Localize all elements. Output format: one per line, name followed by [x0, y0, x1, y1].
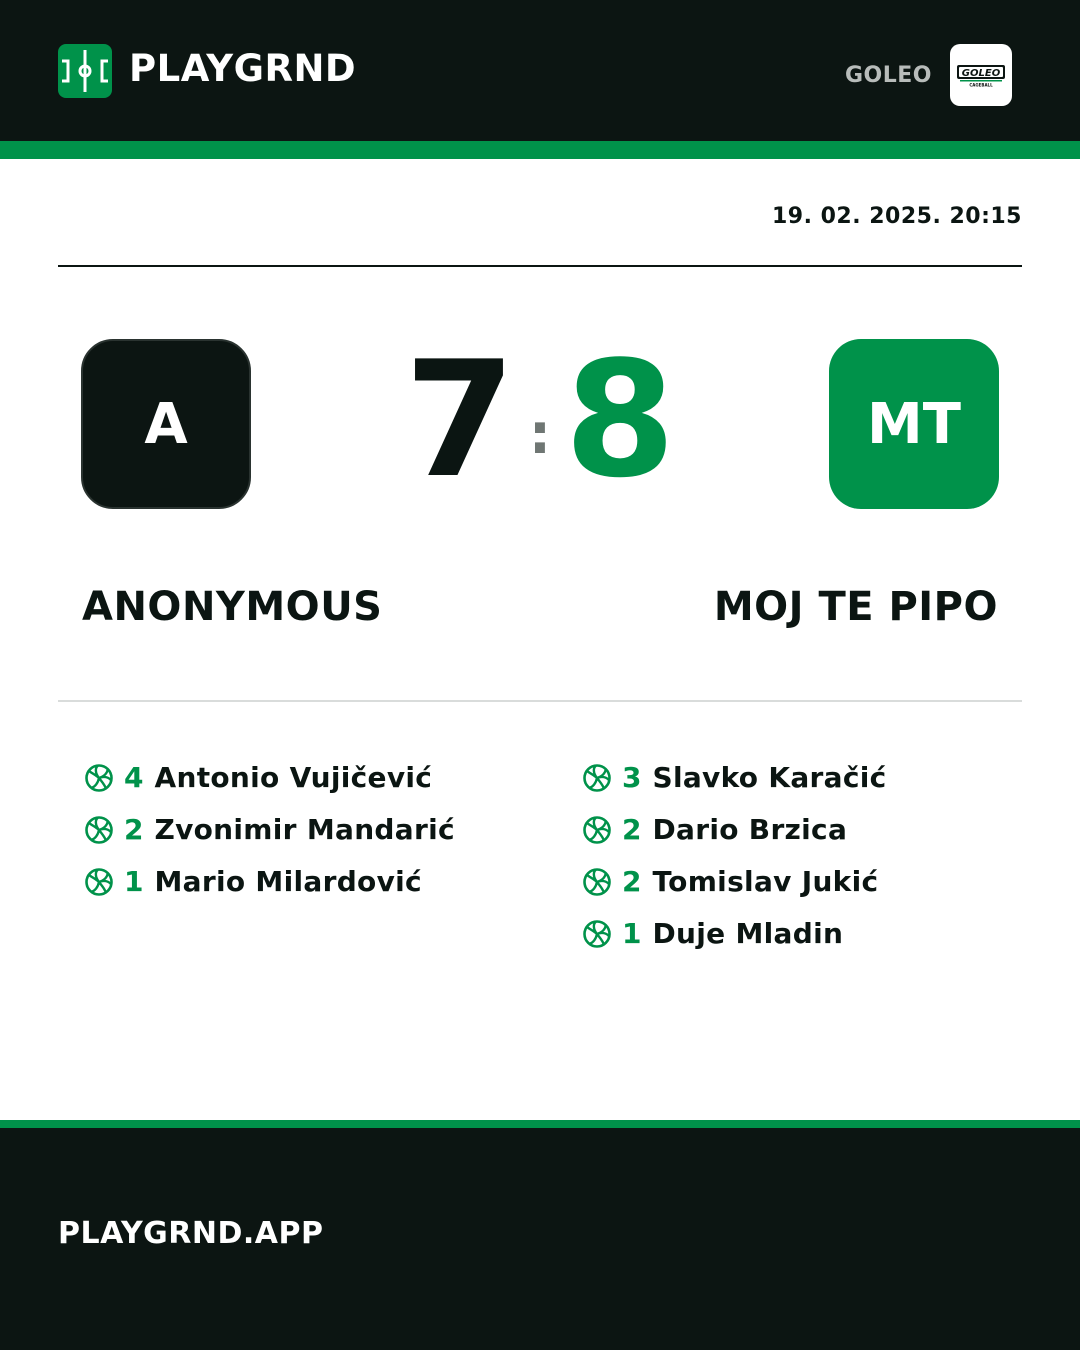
- home-score: 7: [404, 326, 516, 513]
- ball-icon: [84, 763, 114, 793]
- away-team-name: MOJ TE PIPO: [713, 584, 998, 630]
- match-datetime: 19. 02. 2025. 20:15: [771, 204, 1022, 229]
- divider: [58, 700, 1022, 702]
- away-scorers-list: [582, 752, 887, 960]
- scorer-item: [582, 804, 887, 856]
- scorer-item: [582, 908, 887, 960]
- scorer-item: [84, 804, 455, 856]
- ball-icon: [582, 867, 612, 897]
- svg-text:GOLEO: GOLEO: [961, 68, 1001, 79]
- scorer-goals: 2: [622, 813, 642, 846]
- ball-icon: [582, 763, 612, 793]
- score-separator: :: [528, 402, 552, 467]
- ball-icon: [582, 919, 612, 949]
- partner-logo: [950, 44, 1012, 106]
- scorer-goals: 2: [622, 865, 642, 898]
- away-score: 8: [564, 326, 676, 513]
- home-scorers-list: [84, 752, 455, 908]
- scorer-name: Zvonimir Mandarić: [154, 813, 455, 846]
- ball-icon: [84, 867, 114, 897]
- scorer-item: [582, 856, 887, 908]
- ball-icon: [582, 815, 612, 845]
- partner-name: GOLEO: [844, 63, 932, 88]
- goleo-logo-icon: [956, 62, 1006, 88]
- ball-icon: [84, 815, 114, 845]
- scorer-goals: 4: [124, 761, 144, 794]
- scorer-item: [582, 752, 887, 804]
- scorer-goals: 3: [622, 761, 642, 794]
- scorer-name: Tomislav Jukić: [652, 865, 879, 898]
- header-bar: [0, 0, 1080, 141]
- scorer-goals: 1: [622, 917, 642, 950]
- scorer-goals: 2: [124, 813, 144, 846]
- svg-text:CAGEBALL: CAGEBALL: [969, 82, 993, 88]
- home-team-name: ANONYMOUS: [82, 584, 383, 630]
- scorer-item: [84, 856, 455, 908]
- scorer-name: Dario Brzica: [652, 813, 848, 846]
- away-team-badge: MT: [829, 339, 999, 509]
- scorer-item: [84, 752, 455, 804]
- brand-name: PLAYGRND: [129, 47, 357, 90]
- scorer-goals: 1: [124, 865, 144, 898]
- header-stripe: [0, 141, 1080, 159]
- scorer-name: Slavko Karačić: [652, 761, 887, 794]
- home-team-badge: A: [81, 339, 251, 509]
- divider: [58, 265, 1022, 267]
- scorer-name: Mario Milardović: [154, 865, 422, 898]
- pitch-icon: [58, 44, 112, 98]
- footer-stripe: [0, 1120, 1080, 1128]
- scorer-name: Antonio Vujičević: [154, 761, 433, 794]
- scorer-name: Duje Mladin: [652, 917, 844, 950]
- footer-link[interactable]: PLAYGRND.APP: [58, 1216, 324, 1251]
